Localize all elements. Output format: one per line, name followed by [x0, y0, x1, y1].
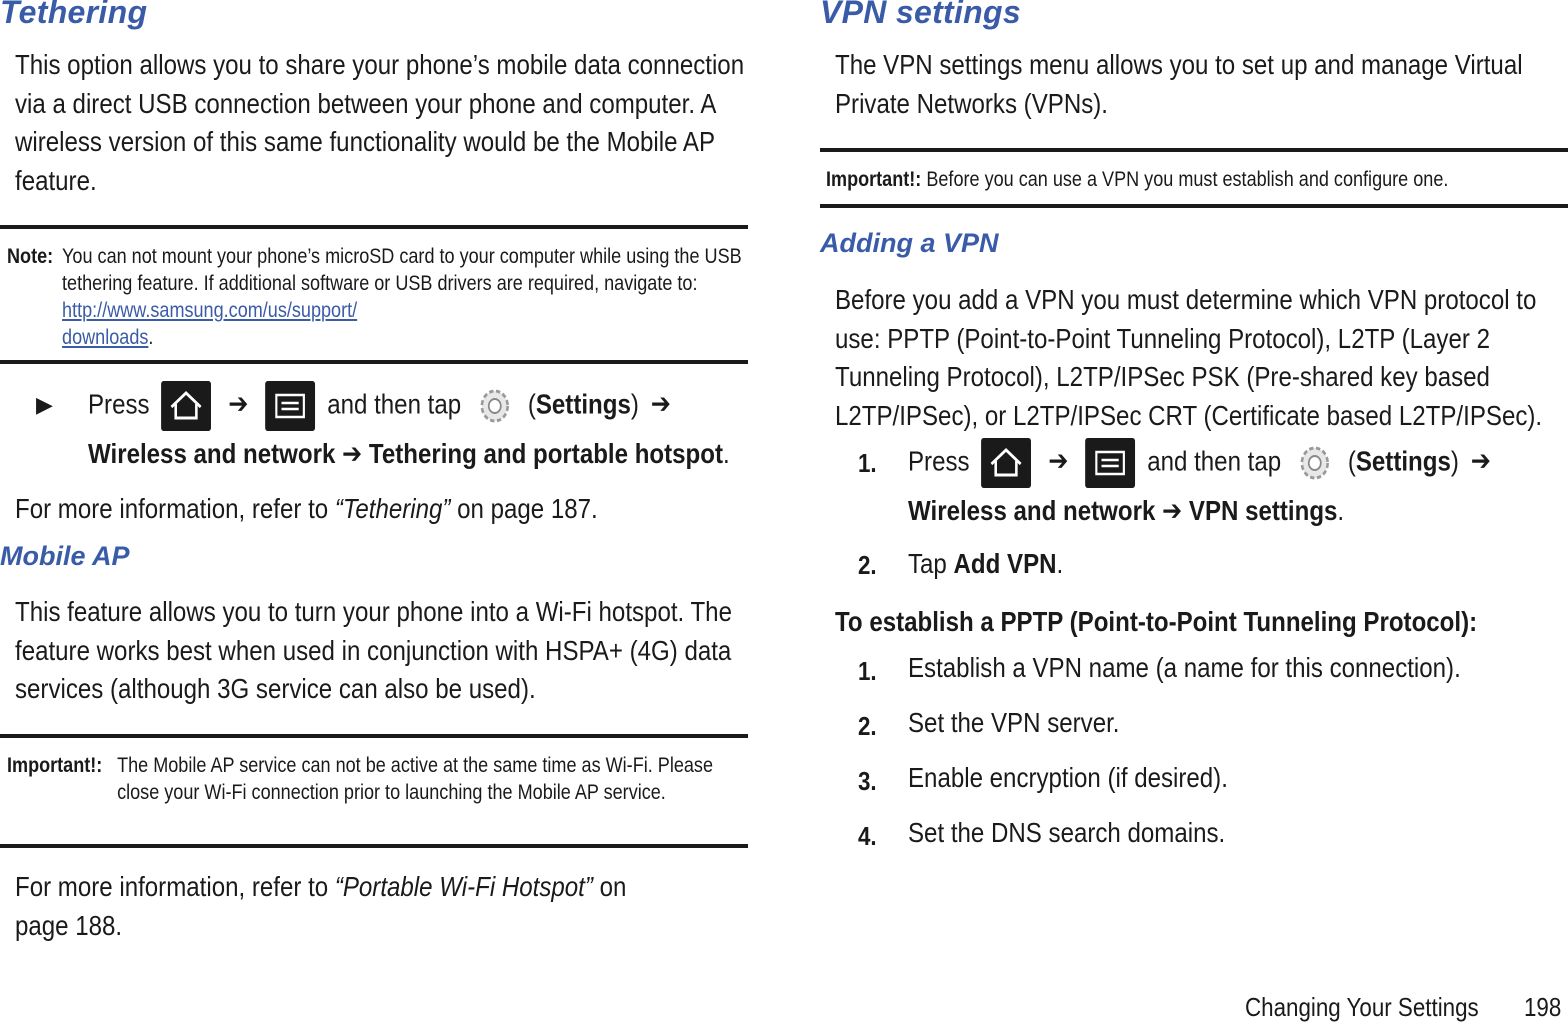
- step-number: 2.: [858, 711, 877, 741]
- tethering-step: Press ➔ and then tap (Settings) ➔ Wireless and network ➔ Tethering and portable hotspot.: [88, 381, 730, 477]
- settings-gear-icon: [1293, 438, 1336, 488]
- important-text: Before you can use a VPN you must establish and configure one.: [926, 168, 1449, 191]
- arrow-icon: ➔: [1470, 445, 1491, 477]
- divider: [820, 148, 1568, 152]
- divider: [0, 844, 748, 848]
- tethering-body: This option allows you to share your phone’s mobile data connection via a direct USB connection between your phone and computer. A wireless version of this same functionality would be the Mobile AP feature.: [15, 49, 745, 196]
- tethering-more-info: [15, 490, 755, 529]
- adding-vpn-body: Before you add a VPN you must determine which VPN protocol to use: PPTP (Point-to-Point Tunneling Protocol), L2TP (Layer 2 Tunneling Protocol), L2TP/IPSec PSK (Pre-shared key based L2TP/IPSec), or L2TP/IPSec CRT (Certificate based L2TP/IPSec).: [835, 284, 1543, 431]
- important-label: Important!:: [7, 754, 103, 777]
- more-info-prefix: For more information, refer to: [15, 493, 335, 524]
- pptp-step: Set the DNS search domains.: [908, 817, 1226, 848]
- divider: [0, 734, 748, 738]
- step-number: 3.: [858, 766, 877, 796]
- pptp-step: Establish a VPN name (a name for this connection).: [908, 652, 1461, 683]
- menu-key-icon: [265, 381, 315, 431]
- pptp-step: Set the VPN server.: [908, 707, 1120, 738]
- settings-gear-icon: [473, 381, 516, 431]
- step-number: 1.: [858, 656, 877, 686]
- note-label: Note:: [7, 245, 54, 268]
- mobile-ap-important: [7, 752, 747, 836]
- important-text: The Mobile AP service can not be active at the same time as Wi-Fi. Please close your Wi-Fi connection prior to launching the Mobile AP service.: [117, 754, 713, 804]
- arrow-icon: ➔: [650, 388, 671, 420]
- pptp-step: Enable encryption (if desired).: [908, 762, 1228, 793]
- then-tap-label: and then tap: [1147, 445, 1282, 477]
- link-part-1: http://www.samsung.com/us/support/: [62, 299, 358, 322]
- note-end: .: [148, 326, 154, 349]
- mobile-ap-heading: Mobile AP: [0, 541, 130, 571]
- note-text: [62, 243, 747, 351]
- step-number: 4.: [858, 821, 877, 851]
- tethering-path: Wireless and network ➔ Tethering and portable hotspot: [88, 438, 723, 469]
- tethering-note: [7, 243, 747, 353]
- mobile-ap-body: This feature allows you to turn your phone into a Wi-Fi hotspot. The feature works best when used in conjunction with HSPA+ (4G) data services (although 3G service can also be used).: [15, 596, 732, 704]
- vpn-step-1: Press ➔ and then tap (Settings) ➔ Wireless and network ➔ VPN settings.: [908, 438, 1496, 534]
- bullet-icon: ▶: [36, 392, 53, 417]
- vpn-settings-heading: VPN settings: [820, 0, 1021, 30]
- vpn-path: Wireless and network ➔ VPN settings: [908, 495, 1338, 526]
- menu-key-icon: [1085, 438, 1135, 488]
- more-info-suffix: on page 188.: [15, 871, 627, 941]
- adding-vpn-heading: Adding a VPN: [820, 228, 999, 258]
- samsung-support-link[interactable]: [62, 299, 357, 349]
- arrow-icon: ➔: [228, 388, 249, 420]
- divider: [0, 225, 748, 229]
- tethering-heading: Tethering: [0, 0, 148, 30]
- step-number: 2.: [858, 550, 877, 580]
- vpn-step-2: Tap Add VPN.: [908, 548, 1064, 579]
- settings-label: Settings: [1355, 445, 1451, 477]
- add-vpn-label: Add VPN: [953, 548, 1057, 579]
- home-key-icon: [981, 438, 1031, 488]
- vpn-settings-body: The VPN settings menu allows you to set up and manage Virtual Private Networks (VPNs).: [835, 49, 1523, 119]
- more-info-suffix: on page 187.: [450, 493, 598, 524]
- then-tap-label: and then tap: [327, 388, 462, 420]
- link-part-2: downloads: [62, 326, 149, 349]
- pptp-heading: To establish a PPTP (Point-to-Point Tunneling Protocol):: [835, 606, 1478, 637]
- hotspot-ref: “Portable Wi-Fi Hotspot”: [334, 871, 593, 902]
- arrow-icon: ➔: [1048, 445, 1069, 477]
- tap-label: Tap: [908, 548, 954, 579]
- divider: [0, 360, 748, 364]
- important-label: Important!:: [826, 168, 922, 191]
- mobile-ap-more-info: [15, 868, 686, 945]
- page-number: 198: [1524, 992, 1562, 1022]
- vpn-important: [826, 166, 1568, 196]
- home-key-icon: [161, 381, 211, 431]
- step-number: 1.: [858, 448, 877, 478]
- press-label: Press: [88, 388, 150, 420]
- footer-section: Changing Your Settings: [1245, 992, 1479, 1022]
- note-body: You can not mount your phone’s microSD card to your computer while using the USB tethering feature. If additional software or USB drivers are required, navigate to:: [62, 245, 742, 295]
- settings-label: Settings: [535, 388, 631, 420]
- tethering-ref: “Tethering”: [334, 493, 451, 524]
- more-info-prefix: For more information, refer to: [15, 871, 335, 902]
- divider: [820, 204, 1568, 208]
- press-label: Press: [908, 445, 970, 477]
